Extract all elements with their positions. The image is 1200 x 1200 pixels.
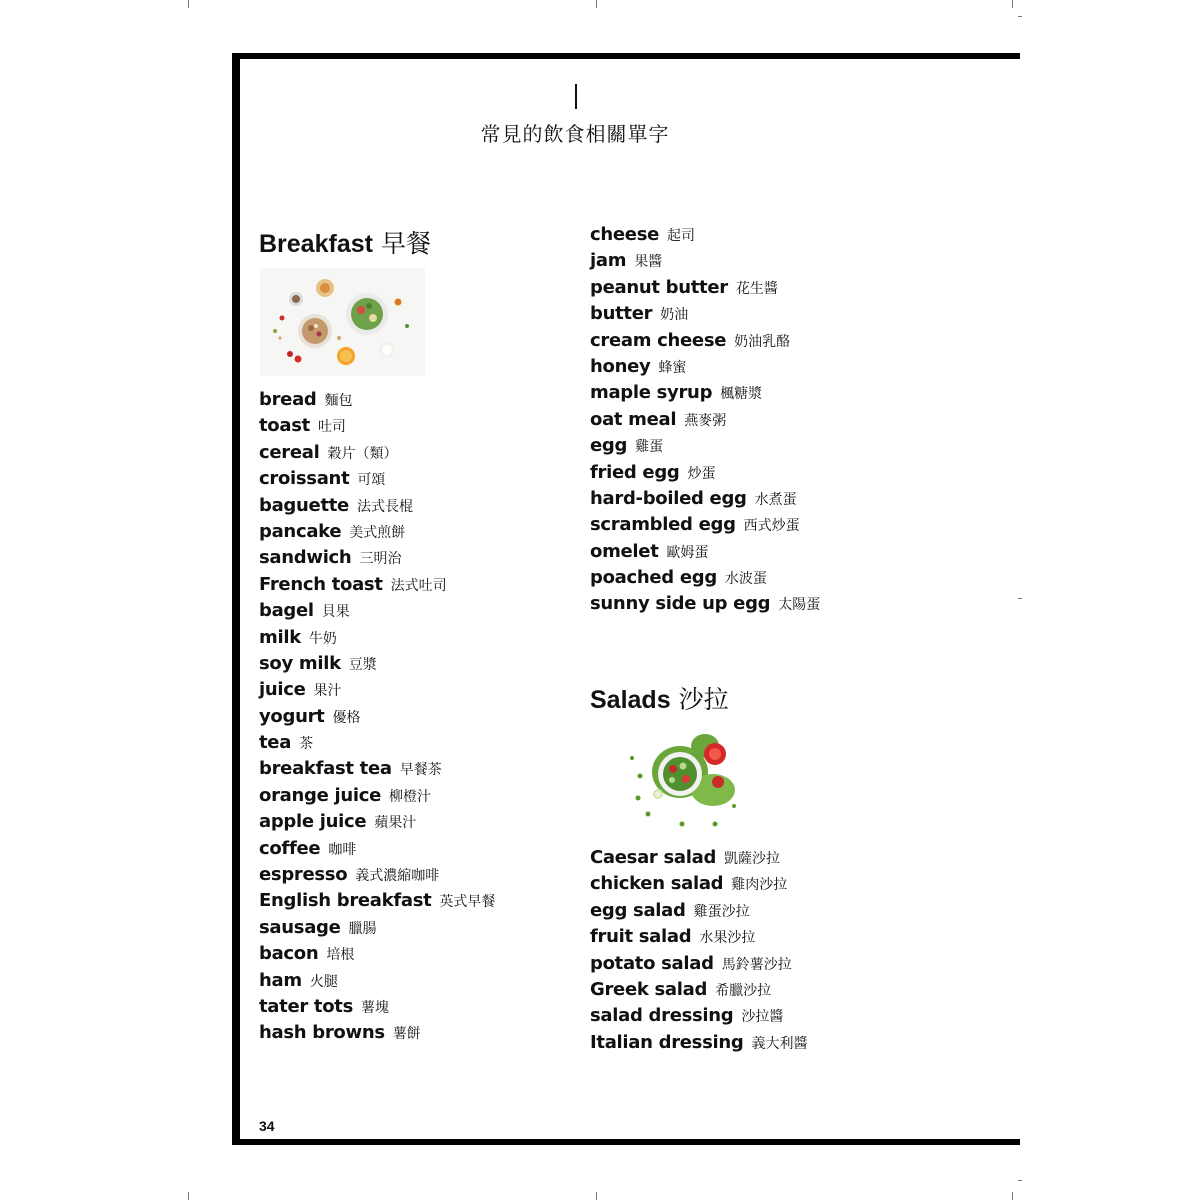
word-zh: 美式煎餅 xyxy=(349,524,406,541)
list-item xyxy=(590,871,807,897)
word-en: oat meal xyxy=(590,408,677,430)
list-item xyxy=(590,951,807,977)
breakfast-word-list-continued xyxy=(590,222,820,618)
salads-heading-en: Salads xyxy=(590,686,671,714)
word-en: maple syrup xyxy=(590,382,713,404)
word-en: butter xyxy=(590,303,653,325)
list-item xyxy=(259,888,495,914)
word-zh: 楓糖漿 xyxy=(720,386,763,403)
word-en: fried egg xyxy=(590,461,680,483)
word-zh: 炒蛋 xyxy=(687,465,716,482)
word-zh: 歐姆蛋 xyxy=(666,544,709,561)
list-item xyxy=(259,677,495,703)
word-en: chicken salad xyxy=(590,873,724,895)
word-zh: 沙拉醬 xyxy=(741,1009,784,1026)
list-item xyxy=(590,328,820,354)
word-en: sunny side up egg xyxy=(590,593,771,615)
list-item xyxy=(259,994,495,1020)
word-zh: 火腿 xyxy=(309,973,338,990)
word-zh: 水煮蛋 xyxy=(754,491,797,508)
word-zh: 蜂蜜 xyxy=(658,359,687,376)
list-item xyxy=(259,704,495,730)
title-divider xyxy=(575,84,577,109)
word-en: tea xyxy=(259,732,292,754)
list-item xyxy=(259,413,495,439)
list-item xyxy=(590,248,820,274)
list-item xyxy=(259,730,495,756)
crop-mark xyxy=(596,1192,597,1200)
word-zh: 麵包 xyxy=(324,393,353,409)
page-title: 常見的飲食相關單字 xyxy=(480,122,670,146)
list-item xyxy=(590,539,820,565)
word-en: omelet xyxy=(590,540,659,562)
word-en: breakfast tea xyxy=(259,758,392,780)
breakfast-illustration xyxy=(260,268,425,376)
word-en: bread xyxy=(259,389,317,410)
list-item xyxy=(259,756,495,782)
word-zh: 凱薩沙拉 xyxy=(724,851,781,867)
list-item xyxy=(259,440,495,466)
word-en: hash browns xyxy=(259,1022,385,1044)
word-zh: 咖啡 xyxy=(328,841,357,858)
list-item xyxy=(259,519,495,545)
word-zh: 穀片（類） xyxy=(327,445,398,462)
word-en: toast xyxy=(259,415,310,437)
crop-mark xyxy=(188,1192,189,1200)
word-zh: 薯塊 xyxy=(361,999,389,1016)
word-zh: 雞蛋沙拉 xyxy=(693,903,750,920)
word-en: egg salad xyxy=(590,899,686,921)
word-zh: 太陽蛋 xyxy=(778,597,821,614)
list-item xyxy=(590,845,807,871)
word-zh: 燕麥粥 xyxy=(684,412,727,429)
word-en: orange juice xyxy=(259,784,381,806)
crop-mark xyxy=(1012,0,1013,8)
salad-photo xyxy=(620,724,750,834)
list-item xyxy=(590,1030,807,1056)
list-item xyxy=(590,380,820,406)
word-en: Greek salad xyxy=(590,978,708,1000)
breakfast-word-list xyxy=(259,387,495,1047)
word-zh: 水波蛋 xyxy=(724,571,767,588)
word-zh: 雞蛋 xyxy=(635,439,664,456)
page-number: 34 xyxy=(259,1118,275,1134)
word-zh: 西式炒蛋 xyxy=(743,518,800,535)
word-zh: 可頌 xyxy=(357,472,386,489)
word-zh: 果汁 xyxy=(313,683,342,700)
word-en: tater tots xyxy=(259,995,353,1017)
word-zh: 義式濃縮咖啡 xyxy=(355,868,440,885)
list-item xyxy=(259,651,495,677)
crop-mark xyxy=(1018,16,1022,17)
list-item xyxy=(590,275,820,301)
word-zh: 早餐茶 xyxy=(399,762,442,779)
word-en: cheese xyxy=(590,224,660,245)
word-en: soy milk xyxy=(259,652,341,674)
list-item xyxy=(590,486,820,512)
list-item xyxy=(590,354,820,380)
list-item xyxy=(590,512,820,538)
list-item xyxy=(259,572,495,598)
word-en: poached egg xyxy=(590,567,717,589)
list-item xyxy=(259,545,495,571)
word-en: sausage xyxy=(259,916,341,938)
list-item xyxy=(259,941,495,967)
word-zh: 茶 xyxy=(299,736,314,753)
salad-illustration xyxy=(620,724,750,834)
list-item xyxy=(259,466,495,492)
list-item xyxy=(590,460,820,486)
list-item xyxy=(590,898,807,924)
word-zh: 英式早餐 xyxy=(439,894,496,911)
word-zh: 法式長棍 xyxy=(356,498,413,515)
word-en: fruit salad xyxy=(590,926,692,948)
list-item xyxy=(259,1020,495,1046)
list-item xyxy=(259,493,495,519)
word-en: apple juice xyxy=(259,811,367,833)
crop-mark xyxy=(1018,598,1022,599)
word-en: egg xyxy=(590,435,628,457)
word-zh: 法式吐司 xyxy=(390,577,447,594)
crop-mark xyxy=(1018,1180,1022,1181)
word-zh: 柳橙汁 xyxy=(389,788,431,805)
list-item xyxy=(590,924,807,950)
page-frame-top xyxy=(232,53,1020,59)
page-frame-left xyxy=(232,53,240,1145)
word-en: coffee xyxy=(259,837,321,859)
word-zh: 奶油 xyxy=(660,307,689,324)
word-en: cream cheese xyxy=(590,329,727,351)
word-zh: 薯餅 xyxy=(392,1026,421,1043)
word-zh: 三明治 xyxy=(359,551,402,568)
word-en: sandwich xyxy=(259,547,352,569)
breakfast-heading-en: Breakfast xyxy=(259,230,373,258)
word-en: milk xyxy=(259,626,301,648)
list-item xyxy=(259,968,495,994)
list-item xyxy=(590,222,820,248)
list-item xyxy=(590,301,820,327)
list-item xyxy=(590,407,820,433)
word-zh: 雞肉沙拉 xyxy=(731,877,788,894)
word-en: potato salad xyxy=(590,952,714,974)
word-zh: 水果沙拉 xyxy=(699,930,756,947)
word-en: salad dressing xyxy=(590,1005,734,1027)
word-zh: 優格 xyxy=(332,709,361,726)
word-en: ham xyxy=(259,969,302,991)
word-zh: 希臘沙拉 xyxy=(715,982,772,999)
word-en: bagel xyxy=(259,600,314,622)
list-item xyxy=(590,433,820,459)
word-zh: 臘腸 xyxy=(348,920,377,937)
word-en: espresso xyxy=(259,864,348,886)
word-en: bacon xyxy=(259,943,319,965)
crop-mark xyxy=(596,0,597,8)
word-zh: 貝果 xyxy=(321,604,350,621)
word-en: baguette xyxy=(259,494,349,516)
list-item xyxy=(259,809,495,835)
list-item xyxy=(259,836,495,862)
list-item xyxy=(259,915,495,941)
list-item xyxy=(259,783,495,809)
word-en: peanut butter xyxy=(590,276,728,298)
word-en: pancake xyxy=(259,520,342,542)
list-item xyxy=(259,862,495,888)
word-en: cereal xyxy=(259,441,320,463)
word-zh: 蘋果汁 xyxy=(374,815,417,832)
word-zh: 起司 xyxy=(667,228,696,244)
crop-mark xyxy=(188,0,189,8)
crop-mark xyxy=(1012,1192,1013,1200)
salads-heading-zh: 沙拉 xyxy=(678,685,729,714)
list-item xyxy=(259,387,495,413)
word-en: French toast xyxy=(259,573,383,595)
word-zh: 果醬 xyxy=(634,254,663,271)
word-zh: 奶油乳酪 xyxy=(734,333,791,350)
page-frame-bottom xyxy=(232,1139,1020,1145)
word-en: honey xyxy=(590,355,651,377)
word-en: juice xyxy=(259,679,306,701)
word-zh: 吐司 xyxy=(317,419,346,436)
breakfast-heading xyxy=(259,224,431,260)
list-item xyxy=(590,565,820,591)
salads-heading xyxy=(590,680,729,716)
word-en: hard-boiled egg xyxy=(590,487,747,509)
breakfast-photo xyxy=(260,268,425,376)
list-item xyxy=(590,1003,807,1029)
word-zh: 豆漿 xyxy=(348,656,377,673)
breakfast-heading-zh: 早餐 xyxy=(380,229,431,258)
word-en: croissant xyxy=(259,468,350,490)
list-item xyxy=(259,625,495,651)
word-en: Italian dressing xyxy=(590,1031,744,1053)
word-zh: 義大利醬 xyxy=(751,1035,808,1052)
word-zh: 馬鈴薯沙拉 xyxy=(721,956,792,973)
list-item xyxy=(259,598,495,624)
list-item xyxy=(590,591,820,617)
word-en: English breakfast xyxy=(259,890,432,912)
salads-word-list xyxy=(590,845,807,1056)
word-en: jam xyxy=(590,250,627,272)
list-item xyxy=(590,977,807,1003)
word-en: yogurt xyxy=(259,705,325,727)
word-zh: 培根 xyxy=(326,947,355,964)
word-en: scrambled egg xyxy=(590,514,736,536)
word-zh: 花生醬 xyxy=(735,280,778,297)
word-en: Caesar salad xyxy=(590,847,717,868)
word-zh: 牛奶 xyxy=(308,630,337,647)
